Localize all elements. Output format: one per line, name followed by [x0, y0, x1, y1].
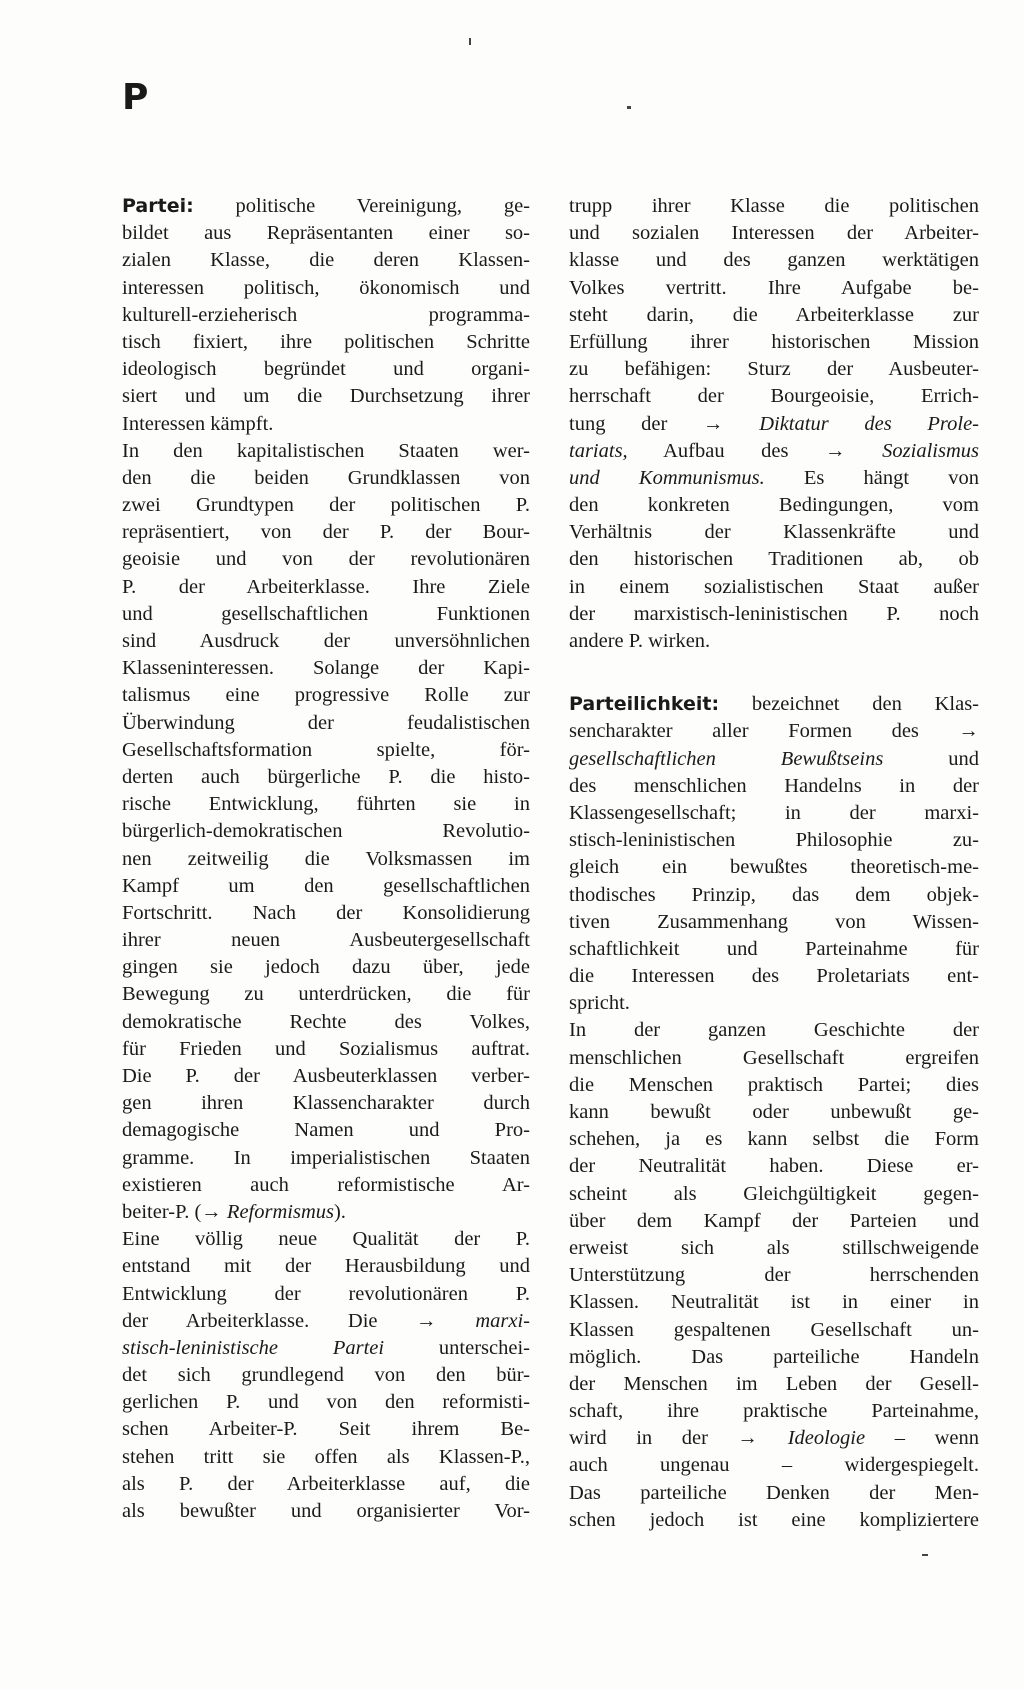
line-text: ).	[333, 1200, 346, 1223]
line-text: Klassengesellschaft; in der marxi-	[569, 801, 979, 824]
text-line	[569, 1317, 979, 1344]
text-line	[569, 936, 979, 963]
text-line	[569, 1289, 979, 1316]
line-text: gingen sie jedoch dazu über, jede	[122, 956, 530, 979]
text-line	[569, 302, 979, 329]
text-line	[569, 718, 979, 745]
text-line	[569, 827, 979, 854]
line-text: steht darin, die Arbeiterklasse zur	[569, 303, 979, 326]
text-line	[569, 574, 979, 601]
line-text: bürgerlich-demokratischen Revolutio-	[122, 820, 530, 843]
text-line	[569, 1262, 979, 1289]
text-line	[122, 818, 530, 845]
text-line	[569, 909, 979, 936]
line-text: gramme. In imperialistischen Staaten	[122, 1146, 530, 1169]
text-line	[569, 800, 979, 827]
text-line	[569, 220, 979, 247]
text-line	[122, 1036, 530, 1063]
line-text: stehen tritt sie offen als Klassen-P.,	[122, 1445, 530, 1468]
line-text: Verhältnis der Klassenkräfte und	[569, 521, 979, 544]
section-letter: P	[122, 77, 149, 118]
text-line	[569, 882, 979, 909]
line-text: auch ungenau – widergespiegelt.	[569, 1454, 979, 1477]
line-text: Klassen gespaltenen Gesellschaft un-	[569, 1318, 979, 1341]
line-text: der Menschen im Leben der Gesell-	[569, 1372, 979, 1395]
line-text: gleich ein bewußtes theoretisch-me-	[569, 856, 979, 879]
cross-reference: gesellschaftlichen Bewußtseins	[569, 747, 884, 770]
text-line	[569, 990, 979, 1017]
text-line	[122, 329, 530, 356]
text-line	[569, 492, 979, 519]
text-line	[569, 773, 979, 800]
line-text: Klasseninteressen. Solange der Kapi-	[122, 657, 530, 680]
line-text: für Frieden und Sozialismus auftrat.	[122, 1037, 530, 1060]
text-line	[569, 465, 979, 492]
line-text: ihrer neuen Ausbeutergesellschaft	[122, 929, 530, 952]
text-line	[569, 546, 979, 573]
text-line	[122, 1063, 530, 1090]
text-line	[122, 1117, 530, 1144]
text-line	[122, 846, 530, 873]
text-line	[569, 247, 979, 274]
line-text: geoisie und von der revolutionären	[122, 548, 530, 571]
text-line	[569, 1235, 979, 1262]
text-line	[122, 1172, 530, 1199]
text-line	[122, 655, 530, 682]
line-text: den die beiden Grundklassen von	[122, 466, 530, 489]
line-text: Bewegung zu unterdrücken, die für	[122, 983, 530, 1006]
line-text: tiven Zusammenhang von Wissen-	[569, 910, 979, 933]
text-line	[569, 628, 979, 655]
line-text: derten auch bürgerliche P. die histo-	[122, 765, 530, 788]
line-text: tung der →	[569, 412, 760, 435]
line-text: gerlichen P. und von den reformisti-	[122, 1391, 530, 1414]
text-line	[569, 1425, 979, 1452]
text-line	[122, 601, 530, 628]
line-text: den konkreten Bedingungen, vom	[569, 494, 979, 517]
text-line	[122, 1090, 530, 1117]
line-text: entstand mit der Herausbildung und	[122, 1255, 530, 1278]
text-line	[569, 1072, 979, 1099]
text-line	[569, 963, 979, 990]
text-line	[122, 710, 530, 737]
left-column	[122, 193, 530, 1525]
line-text: ideologisch begründet und organi-	[122, 358, 530, 381]
line-text: über dem Kampf der Parteien und	[569, 1209, 979, 1232]
line-text: und gesellschaftlichen Funktionen	[122, 602, 530, 625]
right-column	[569, 193, 979, 1534]
line-text: schaftlichkeit und Parteinahme für	[569, 937, 979, 960]
text-line	[122, 628, 530, 655]
text-line	[569, 1398, 979, 1425]
text-line	[122, 1009, 530, 1036]
line-text: und sozialen Interessen der Arbeiter-	[569, 222, 979, 245]
text-line	[569, 1045, 979, 1072]
paragraph-gap	[569, 655, 979, 691]
cross-reference: Diktatur des Prole-	[759, 412, 979, 435]
line-text: der Arbeiterklasse. Die →	[122, 1309, 476, 1332]
line-text: Interessen kämpft.	[122, 412, 274, 435]
line-text: det sich grundlegend von den bür-	[122, 1364, 530, 1387]
line-text: Eine völlig neue Qualität der P.	[122, 1228, 530, 1251]
line-text: den historischen Traditionen ab, ob	[569, 548, 979, 571]
line-text: unterschei-	[384, 1336, 530, 1359]
line-text: trupp ihrer Klasse die politischen	[569, 195, 979, 217]
line-text: andere P. wirken.	[569, 630, 711, 652]
text-line	[569, 519, 979, 546]
line-text: Gesellschaftsformation spielte, för-	[122, 738, 530, 761]
text-line	[122, 791, 530, 818]
print-speck	[922, 1554, 928, 1556]
text-line	[569, 1153, 979, 1180]
text-line	[122, 682, 530, 709]
line-text: klasse und des ganzen werktätigen	[569, 249, 979, 272]
line-text: stisch-leninistischen Philosophie zu-	[569, 829, 979, 852]
text-line	[569, 193, 979, 220]
text-line	[122, 1226, 530, 1253]
text-line	[569, 601, 979, 628]
text-line	[122, 247, 530, 274]
text-line	[569, 691, 979, 718]
text-line	[122, 1335, 530, 1362]
line-text: demagogische Namen und Pro-	[122, 1119, 530, 1142]
line-text: thodisches Prinzip, das dem objek-	[569, 883, 979, 906]
cross-reference: und Kommunismus.	[569, 466, 765, 489]
text-line	[122, 356, 530, 383]
line-text: zwei Grundtypen der politischen P.	[122, 494, 530, 517]
line-text: Unterstützung der herrschenden	[569, 1264, 979, 1287]
text-line	[122, 302, 530, 329]
line-text: existieren auch reformistische Ar-	[122, 1173, 530, 1196]
text-line	[569, 1344, 979, 1371]
text-line	[122, 1471, 530, 1498]
print-speck	[627, 106, 631, 109]
text-line	[569, 1371, 979, 1398]
text-line	[569, 329, 979, 356]
line-text: schehen, ja es kann selbst die Form	[569, 1128, 979, 1151]
text-line	[122, 220, 530, 247]
line-text: – wenn	[865, 1427, 980, 1450]
cross-reference: tariats,	[569, 439, 628, 462]
line-text: wird in der →	[569, 1427, 788, 1450]
text-line	[122, 519, 530, 546]
line-text: der Neutralität haben. Diese er-	[569, 1155, 979, 1178]
text-line	[122, 465, 530, 492]
line-text: bezeichnet den Klas-	[719, 693, 979, 716]
line-text: P. der Arbeiterklasse. Ihre Ziele	[122, 575, 530, 598]
line-text: schen Arbeiter-P. Seit ihrem Be-	[122, 1418, 530, 1441]
entry-headword: Parteilichkeit:	[569, 693, 720, 716]
line-text: Es hängt von	[764, 466, 979, 489]
entry-headword: Partei:	[122, 195, 194, 217]
line-text: In der ganzen Geschichte der	[569, 1019, 979, 1042]
text-line	[569, 1017, 979, 1044]
line-text: tisch fixiert, ihre politischen Schritte	[122, 330, 530, 353]
text-line	[569, 438, 979, 465]
line-text: gen ihren Klassencharakter durch	[122, 1092, 530, 1115]
line-text: politische Vereinigung, ge-	[193, 195, 530, 217]
text-line	[122, 193, 530, 220]
line-text: kulturell-erzieherisch programma-	[122, 303, 530, 326]
text-line	[122, 737, 530, 764]
text-line	[569, 356, 979, 383]
line-text: siert und um die Durchsetzung ihrer	[122, 385, 530, 408]
line-text: repräsentiert, von der P. der Bour-	[122, 521, 530, 544]
text-line	[122, 383, 530, 410]
text-line	[122, 492, 530, 519]
text-line	[569, 1480, 979, 1507]
line-text: bildet aus Repräsentanten einer so-	[122, 222, 530, 245]
text-line	[122, 438, 530, 465]
text-line	[122, 954, 530, 981]
line-text: als P. der Arbeiterklasse auf, die	[122, 1472, 530, 1495]
text-line	[122, 873, 530, 900]
text-line	[122, 981, 530, 1008]
text-line	[569, 1099, 979, 1126]
line-text: Fortschritt. Nach der Konsolidierung	[122, 901, 530, 924]
text-line	[122, 275, 530, 302]
text-line	[569, 746, 979, 773]
line-text: demokratische Rechte des Volkes,	[122, 1010, 530, 1033]
text-line	[122, 1199, 530, 1226]
text-line	[122, 546, 530, 573]
text-line	[569, 275, 979, 302]
line-text: Klassen. Neutralität ist in einer in	[569, 1291, 979, 1314]
line-text: sencharakter aller Formen des →	[569, 720, 979, 743]
line-text: in einem sozialistischen Staat außer	[569, 575, 979, 598]
print-speck	[469, 38, 471, 45]
line-text: zu befähigen: Sturz der Ausbeuter-	[569, 358, 979, 381]
text-line	[122, 1253, 530, 1280]
text-line	[569, 1507, 979, 1534]
text-line	[569, 411, 979, 438]
cross-reference: Ideologie	[787, 1427, 866, 1450]
line-text: Überwindung der feudalistischen	[122, 711, 530, 734]
text-line	[122, 1444, 530, 1471]
text-line	[122, 1498, 530, 1525]
line-text: sind Ausdruck der unversöhnlichen	[122, 630, 530, 652]
line-text: kann bewußt oder unbewußt ge-	[569, 1101, 979, 1123]
line-text: Erfüllung ihrer historischen Mission	[569, 330, 979, 353]
text-line	[569, 854, 979, 881]
text-line	[122, 1416, 530, 1443]
line-text: schen jedoch ist eine kompliziertere	[569, 1508, 979, 1531]
text-line	[122, 411, 530, 438]
line-text: und	[883, 747, 979, 770]
line-text: Das parteiliche Denken der Men-	[569, 1481, 979, 1504]
cross-reference: Reformismus	[226, 1200, 334, 1223]
text-line	[122, 1145, 530, 1172]
line-text: Kampf um den gesellschaftlichen	[122, 874, 530, 897]
line-text: herrschaft der Bourgeoisie, Errich-	[569, 385, 979, 408]
text-line	[122, 1362, 530, 1389]
line-text: scheint als Gleichgültigkeit gegen-	[569, 1182, 979, 1205]
line-text: spricht.	[569, 992, 630, 1015]
cross-reference: marxi-	[475, 1309, 530, 1332]
text-line	[122, 574, 530, 601]
text-line	[122, 764, 530, 791]
line-text: nen zeitweilig die Volksmassen im	[122, 847, 530, 870]
line-text: interessen politisch, ökonomisch und	[122, 276, 530, 299]
cross-reference: Sozialismus	[882, 439, 979, 462]
cross-reference: stisch-leninistische Partei	[122, 1336, 385, 1359]
line-text: beiter-P. (→	[122, 1200, 227, 1223]
text-line	[122, 927, 530, 954]
text-line	[569, 1208, 979, 1235]
text-line	[122, 1308, 530, 1335]
line-text: des menschlichen Handelns in der	[569, 774, 979, 797]
line-text: In den kapitalistischen Staaten wer-	[122, 439, 530, 462]
line-text: menschlichen Gesellschaft ergreifen	[569, 1046, 979, 1069]
line-text: die Interessen des Proletariats ent-	[569, 965, 979, 988]
line-text: Die P. der Ausbeuterklassen verber-	[122, 1065, 530, 1087]
line-text: möglich. Das parteiliche Handeln	[569, 1345, 979, 1368]
line-text: rische Entwicklung, führten sie in	[122, 793, 530, 816]
line-text: Aufbau des →	[627, 439, 883, 462]
text-line	[569, 383, 979, 410]
text-line	[569, 1452, 979, 1479]
text-line	[122, 1389, 530, 1416]
line-text: Entwicklung der revolutionären P.	[122, 1282, 530, 1305]
line-text: Volkes vertritt. Ihre Aufgabe be-	[569, 276, 979, 299]
line-text: talismus eine progressive Rolle zur	[122, 684, 530, 707]
text-line	[569, 1126, 979, 1153]
line-text: die Menschen praktisch Partei; dies	[569, 1073, 979, 1096]
text-line	[122, 1281, 530, 1308]
line-text: der marxistisch-leninistischen P. noch	[569, 602, 979, 625]
line-text: zialen Klasse, die deren Klassen-	[122, 249, 530, 272]
line-text: schaft, ihre praktische Parteinahme,	[569, 1400, 979, 1423]
text-line	[569, 1181, 979, 1208]
line-text: erweist sich als stillschweigende	[569, 1236, 979, 1259]
line-text: als bewußter und organisierter Vor-	[122, 1500, 530, 1522]
text-line	[122, 900, 530, 927]
